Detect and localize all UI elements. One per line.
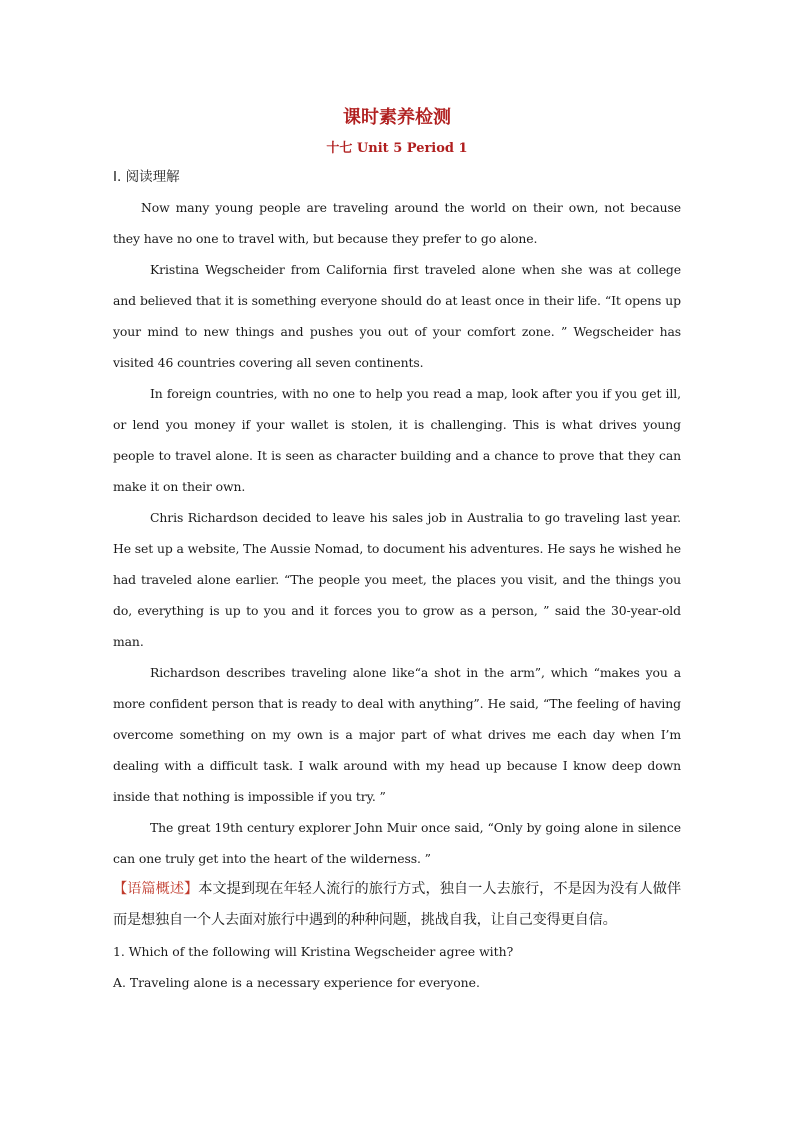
question-stem: 1. Which of the following will Kristina Wegscheider agree with? (113, 944, 514, 959)
section-heading: Ⅰ. 阅读理解 (113, 169, 180, 185)
lesson-subtitle: 十七 Unit 5 Period 1 (326, 141, 468, 156)
passage-paragraph-1: Now many young people are traveling around the world on their own, not because they have no one to travel with, but because they prefer to go alone. (113, 200, 681, 246)
passage-paragraph-5: Richardson describes traveling alone like“a shot in the arm”, which “makes you a more confident person that is ready to deal with anything”. He said, “The feeling of having overcome something on my own is a major part of what drives me each day when I’m dealing with a difficult task. I walk around with my head up because I know deep down inside that nothing is impossible if you try. ” (113, 665, 681, 804)
passage-summary (113, 874, 681, 936)
question-option-a: A. Traveling alone is a necessary experience for everyone. (113, 975, 480, 990)
document-page (113, 100, 681, 998)
passage-paragraph-6: The great 19th century explorer John Muir once said, “Only by going alone in silence can one truly get into the heart of the wilderness. ” (113, 820, 681, 866)
passage-paragraph-4: Chris Richardson decided to leave his sales job in Australia to go traveling last year. He set up a website, The Aussie Nomad, to document his adventures. He says he wished he had traveled alone earlier. “The people you meet, the places you visit, and the things you do, everything is up to you and it forces you to grow as a person, ” said the 30-year-old man. (113, 510, 681, 649)
passage-paragraph-2: Kristina Wegscheider from California first traveled alone when she was at college and believed that it is something everyone should do at least once in their life. “It opens up your mind to new things and pushes you out of your comfort zone. ” Wegscheider has visited 46 countries covering all seven continents. (113, 262, 681, 370)
summary-text: 本文提到现在年轻人流行的旅行方式，独自一人去旅行，不是因为没有人做伴而是想独自一个人去面对旅行中遇到的种种问题，挑战自我，让自己变得更自信。 (113, 881, 681, 928)
passage-paragraph-3: In foreign countries, with no one to help you read a map, look after you if you get ill, or lend you money if your wallet is stolen, it is challenging. This is what drives young people to travel alone. It is seen as character building and a chance to prove that they can make it on their own. (113, 386, 681, 494)
page-title: 课时素养检测 (343, 107, 451, 128)
summary-tag: 【语篇概述】 (113, 881, 199, 897)
